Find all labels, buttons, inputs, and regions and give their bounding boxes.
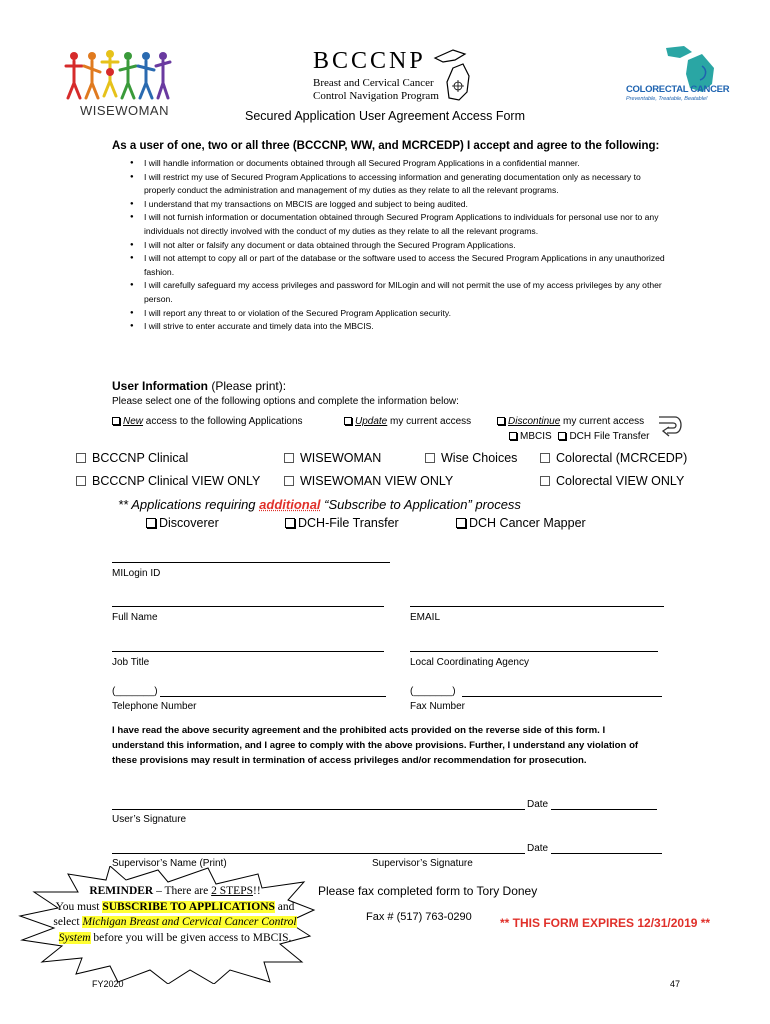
agreement-bullet-list (130, 157, 665, 334)
colorectal-logo-tagline: Preventable, Treatable, Beatable! (626, 96, 708, 102)
supervisor-name-label: Supervisor’s Name (Print) (112, 858, 227, 869)
additional-highlight: additional (259, 497, 321, 512)
reminder-text: REMINDER – There are 2 STEPS!! You must SUBSCRIBE TO APPLICATIONS and select Michigan Breast and Cervical Cancer Control System before you will be given access to MBCIS. (53, 885, 297, 944)
email-line[interactable] (410, 606, 664, 607)
user-date-line[interactable] (551, 809, 657, 810)
app-wise-choices[interactable]: Wise Choices (425, 451, 517, 465)
subscribe-discoverer[interactable]: Discoverer (146, 516, 219, 530)
agreement-bullet: ● I understand that my transactions on MBCIS are logged and subject to being audited. (130, 198, 665, 212)
subscribe-dch-file-transfer[interactable]: DCH-File Transfer (285, 516, 399, 530)
update-access-checkbox[interactable] (344, 417, 352, 425)
discontinue-suboptions (509, 431, 649, 442)
michigan-map-icon (433, 48, 475, 108)
user-date-label: Date (527, 799, 549, 810)
agreement-intro: As a user of one, two or all three (BCCCNP, WW, and MCRCEDP) I accept and agree to the following: (112, 140, 660, 152)
michigan-system-highlight: Michigan Breast and Cervical Cancer Control System (58, 916, 297, 944)
app-bcccnp-view-only[interactable]: BCCCNP Clinical VIEW ONLY (76, 474, 260, 488)
fax-instruction: Please fax completed form to Tory Doney (318, 884, 538, 898)
bcccnp-logo-title: BCCCNP (313, 48, 426, 74)
agreement-bullet: ● I will handle information or documents obtained through all Secured Program Applications in a confidential manner. (130, 157, 665, 171)
colorectal-logo-title: COLORECTAL CANCER (626, 84, 730, 95)
form-expiration-notice: ** THIS FORM EXPIRES 12/31/2019 ** (500, 916, 711, 930)
bcccnp-logo-line2: Control Navigation Program (313, 90, 439, 102)
discontinue-access-checkbox[interactable] (497, 417, 505, 425)
full-name-line[interactable] (112, 606, 384, 607)
return-arrow-icon (657, 414, 687, 440)
bcccnp-clinical-checkbox[interactable] (76, 453, 86, 463)
telephone-line[interactable] (160, 696, 386, 697)
colorectal-view-only-checkbox[interactable] (540, 476, 550, 486)
user-info-instruction: Please select one of the following options and complete the information below: (112, 396, 459, 407)
discoverer-checkbox[interactable] (146, 518, 156, 528)
agreement-bullet: ● I will not attempt to copy all or part of the database or the software used to access the Secured Program Applications in any unauthorized fashion. (130, 252, 665, 279)
form-title: Secured Application User Agreement Access Form (245, 109, 525, 123)
wisewoman-checkbox[interactable] (284, 453, 294, 463)
mbcis-label: MBCIS (520, 431, 552, 442)
user-signature-line[interactable] (112, 809, 525, 810)
subscribe-to-applications-highlight: SUBSCRIBE TO APPLICATIONS (102, 900, 275, 913)
supervisor-signature-label: Supervisor’s Signature (372, 858, 473, 869)
email-label: EMAIL (410, 612, 441, 623)
milogin-line[interactable] (112, 562, 390, 563)
page-number: 47 (670, 979, 681, 989)
option-discontinue-access[interactable]: Discontinue my current access (497, 416, 644, 427)
agency-line[interactable] (410, 651, 658, 652)
user-signature-label: User’s Signature (112, 814, 187, 825)
fax-area-code: (_______) (410, 686, 456, 697)
dch-cancer-mapper-checkbox[interactable] (456, 518, 466, 528)
fax-line[interactable] (462, 696, 662, 697)
dch-file-transfer-label: DCH File Transfer (569, 431, 650, 442)
supervisor-date-line[interactable] (551, 853, 662, 854)
supervisor-signature-line[interactable] (112, 853, 525, 854)
dch-file-transfer-checkbox[interactable] (558, 432, 566, 440)
wise-choices-checkbox[interactable] (425, 453, 435, 463)
subscribe-dch-cancer-mapper[interactable]: DCH Cancer Mapper (456, 516, 586, 530)
telephone-area-code: (_______) (112, 686, 158, 697)
fax-number: Fax # (517) 763-0290 (366, 911, 472, 923)
bcccnp-logo (305, 48, 475, 108)
colorectal-logo (622, 44, 732, 106)
agreement-bullet: ● I will restrict my use of Secured Program Applications to accessing information and generating documentation only as necessary to properly conduct the administration and management of my duties as they relate to all the relevant programs. (130, 171, 665, 198)
supervisor-date-label: Date (527, 843, 549, 854)
full-name-label: Full Name (112, 612, 158, 623)
agreement-bullet: ● I will report any threat to or violation of the Secured Program Application security. (130, 307, 665, 321)
bcccnp-logo-line1: Breast and Cervical Cancer (313, 77, 434, 89)
app-colorectal-view-only[interactable]: Colorectal VIEW ONLY (540, 474, 684, 488)
agreement-bullet: ● I will not furnish information or documentation obtained through Secured Program Applications to individuals for personal use nor to any individuals not directly involved with the conduct of my duties as they relate to all the relevant programs. (130, 211, 665, 238)
wisewoman-view-only-checkbox[interactable] (284, 476, 294, 486)
bcccnp-view-only-checkbox[interactable] (76, 476, 86, 486)
subscribe-heading: ** Applications requiring additional “Subscribe to Application” process (118, 497, 521, 512)
agency-label: Local Coordinating Agency (410, 657, 529, 668)
option-new-access[interactable]: New access to the following Applications (112, 416, 303, 427)
acknowledgement-statement: I have read the above security agreement and the prohibited acts provided on the reverse side of this form. I understand this information, and I agree to comply with the above provisions. Further, I understand any violation of these provisions may result in termination of access privileges and/or recommendation for prosecution. (112, 725, 639, 766)
fax-label: Fax Number (410, 701, 466, 712)
job-title-label: Job Title (112, 657, 150, 668)
app-bcccnp-clinical[interactable]: BCCCNP Clinical (76, 451, 188, 465)
user-info-heading-note: (Please print): (211, 379, 287, 393)
app-wisewoman[interactable]: WISEWOMAN (284, 451, 381, 465)
agreement-bullet: ● I will strive to enter accurate and timely data into the MBCIS. (130, 320, 665, 334)
dch-file-transfer-subscribe-checkbox[interactable] (285, 518, 295, 528)
agreement-bullet: ● I will carefully safeguard my access privileges and password for MILogin and will not permit the use of my access privileges by any other person. (130, 279, 665, 306)
wisewoman-figures-icon (62, 48, 172, 108)
new-access-checkbox[interactable] (112, 417, 120, 425)
agreement-bullet: ● I will not alter or falsify any document or data obtained through the Secured Program Applications. (130, 239, 665, 253)
job-title-line[interactable] (112, 651, 384, 652)
reminder-label: REMINDER (89, 885, 154, 897)
wisewoman-logo-text: WISEWOMAN (80, 103, 169, 118)
app-wisewoman-view-only[interactable]: WISEWOMAN VIEW ONLY (284, 474, 453, 488)
option-update-access[interactable]: Update my current access (344, 416, 471, 427)
user-info-heading-text: User Information (112, 379, 209, 393)
mbcis-checkbox[interactable] (509, 432, 517, 440)
milogin-label: MILogin ID (112, 568, 161, 579)
telephone-label: Telephone Number (112, 701, 197, 712)
app-colorectal[interactable]: Colorectal (MCRCEDP) (540, 451, 687, 465)
footer-fiscal-year: FY2020 (92, 979, 124, 989)
user-info-heading (112, 379, 286, 393)
colorectal-checkbox[interactable] (540, 453, 550, 463)
